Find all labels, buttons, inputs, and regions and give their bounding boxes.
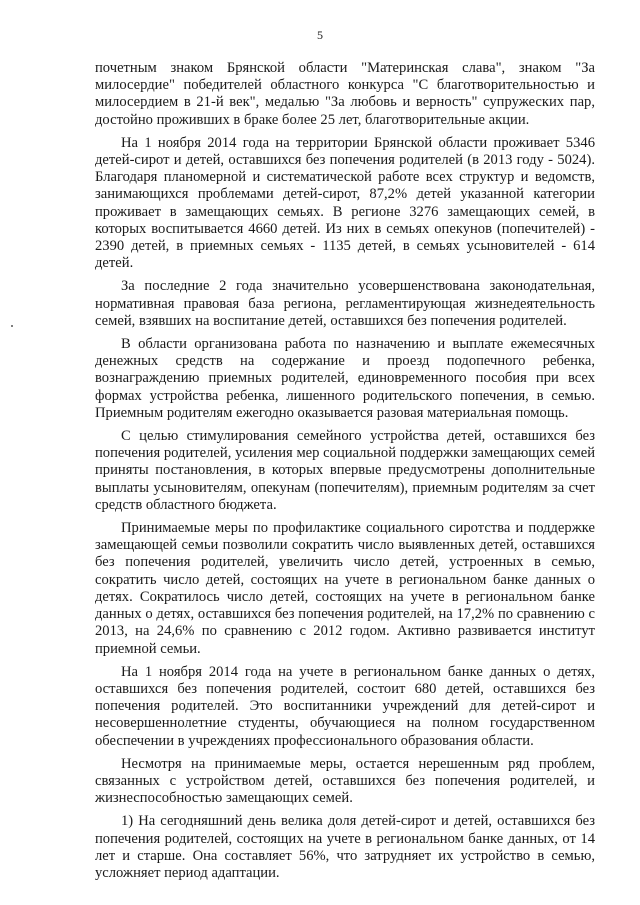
paragraph: На 1 ноября 2014 года на учете в региональном банке данных о детях, оставшихся без попечения родителей, состоит 680 детей, оставшихся без попечения родителей. Это воспитанники учреждений для детей-сирот и несовершеннолетние студенты, обучающиеся на полном государственном обеспечении в учреждениях профессионального образования области.: [95, 663, 595, 749]
paragraph: В области организована работа по назначению и выплате ежемесячных денежных средств на содержание и проезд подопечного ребенка, вознаграждению приемных родителей, единовременного пособия при всех формах устройства ребенка, лишенного родительского попечения, в семью. Приемным родителям ежегодно оказывается разовая материальная помощь.: [95, 336, 595, 421]
paragraph-continued: почетным знаком Брянской области "Материнская слава", знаком "За милосердие" победителей областного конкурса "С благотворительностью и милосердием в 21-й век", медалью "За любовь и верность" супружеских пар, достойно проживших в браке более 25 лет, благотворительные акции.: [95, 60, 595, 128]
page-number: 5: [317, 28, 323, 42]
paragraph: На 1 ноября 2014 года на территории Брянской области проживает 5346 детей-сирот и детей, оставшихся без попечения родителей (в 2013 году - 5024). Благодаря планомерной и систематической работе всех структур и ведомств, занимающихся проблемами детей-сирот, 87,2% детей указанной категории проживает в замещающих семьях. В регионе 3276 замещающих семей, в которых воспитывается 4660 детей. Из них в семьях опекунов (попечителей) - 2390 детей, в приемных семьях - 1135 детей, в семьях усыновителей - 614 детей.: [95, 134, 595, 272]
paragraph: 1) На сегодняшний день велика доля детей-сирот и детей, оставшихся без попечения родителей, состоящих на учете в региональном банке данных, от 14 лет и старше. Она составляет 56%, что затрудняет их устройство в семью, усложняет период адаптации.: [95, 813, 595, 881]
margin-mark: [11, 325, 13, 327]
paragraph: За последние 2 года значительно усовершенствована законодательная, нормативная правовая база региона, регламентирующая жизнедеятельность семей, взявших на воспитание детей, оставшихся без попечения родителей.: [95, 278, 595, 329]
paragraph: Принимаемые меры по профилактике социального сиротства и поддержке замещающей семьи позволили сократить число выявленных детей, оставшихся без попечения родителей, увеличить число детей, устроенных в семью, сократить число детей, состоящих на учете в региональном банке данных о детях. Сократилось число детей, состоящих на учете в региональном банке данных о детях, оставшихся без попечения родителей, на 17,2% по сравнению с 2013, на 24,6% по сравнению с 2012 годом. Активно развивается институт приемной семьи.: [95, 520, 595, 657]
paragraph: С целью стимулирования семейного устройства детей, оставшихся без попечения родителей, усиления мер социальной поддержки замещающих семей приняты постановления, в которых впервые предусмотрены дополнительные выплаты усыновителям, опекунам (попечителям), приемным родителям за счет средств областного бюджета.: [95, 428, 595, 513]
paragraph: Несмотря на принимаемые меры, остается нерешенным ряд проблем, связанных с устройством детей, оставшихся без попечения родителей, и жизнеспособностью замещающих семей.: [95, 755, 595, 807]
document-body: [95, 60, 595, 882]
